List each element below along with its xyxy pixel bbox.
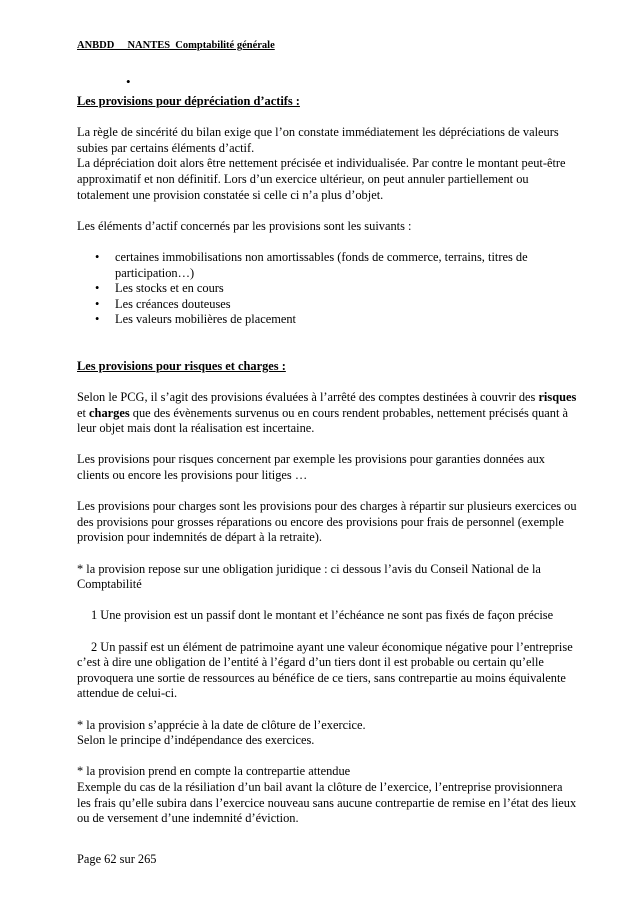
paragraph: La dépréciation doit alors être nettement précisée et individualisée. Par contre le montant peut-être approximatif et non définitif. Lors d’un exercice ultérieur, on peut annuler partiellement ou totalement une provision constatée si celle ci n’a plus d’objet. bbox=[77, 156, 566, 202]
list-item-text: Les valeurs mobilières de placement bbox=[115, 312, 296, 327]
list-item-text: Les stocks et en cours bbox=[115, 281, 224, 296]
bullet-icon: • bbox=[95, 281, 100, 296]
list-item-text: certaines immobilisations non amortissables (fonds de commerce, terrains, titres de participation…) bbox=[115, 249, 528, 280]
text-run: et bbox=[77, 405, 90, 420]
list-item bbox=[77, 250, 577, 281]
paragraph: 2 Un passif est un élément de patrimoine ayant une valeur économique négative pour l’entreprise c’est à dire une obligation de l’entité à l’égard d’un tiers dont il est probable ou certain qu’elle provoquera une sortie de ressources au bénéfice de ce tiers, sans contrepartie au moins équivalente attendue de celui-ci. bbox=[77, 639, 573, 701]
list-item bbox=[77, 281, 577, 297]
paragraph bbox=[77, 390, 577, 437]
section-title-depreciation: Les provisions pour dépréciation d’actifs : bbox=[77, 94, 300, 108]
page-header: ANBDD NANTES Comptabilité générale bbox=[77, 40, 275, 51]
bullet-icon: • bbox=[95, 312, 100, 327]
text-run: que des évènements survenus ou en cours rendent probables, nettement précisés quant à leur objet mais dont la réalisation est incertaine. bbox=[77, 405, 569, 436]
page-body bbox=[77, 94, 577, 827]
assets-list bbox=[77, 250, 577, 328]
bold-word-risques: risques bbox=[538, 390, 577, 405]
paragraph: * la provision repose sur une obligation juridique : ci dessous l’avis du Conseil National de la Comptabilité bbox=[77, 561, 541, 592]
paragraph: * la provision prend en compte la contrepartie attendue bbox=[77, 764, 351, 779]
section-title-risks: Les provisions pour risques et charges : bbox=[77, 358, 286, 373]
paragraph: Les éléments d’actif concernés par les provisions sont les suivants : bbox=[77, 218, 412, 233]
paragraph: 1 Une provision est un passif dont le montant et l’échéance ne sont pas fixés de façon précise bbox=[91, 608, 554, 623]
paragraph: Les provisions pour charges sont les provisions pour des charges à répartir sur plusieurs exercices ou des provisions pour grosses réparations ou encore des provisions pour frais de personnel (exemple provision pour indemnités de départ à la retraite). bbox=[77, 499, 577, 545]
stray-bullet: • bbox=[126, 74, 131, 89]
paragraph: * la provision s’apprécie à la date de clôture de l’exercice. bbox=[77, 717, 366, 732]
list-item-text: Les créances douteuses bbox=[115, 296, 231, 311]
paragraph: Selon le principe d’indépendance des exercices. bbox=[77, 733, 315, 748]
bullet-icon: • bbox=[95, 296, 100, 311]
bullet-icon: • bbox=[95, 249, 100, 264]
bold-word-charges: charges bbox=[89, 405, 130, 420]
paragraph: Exemple du cas de la résiliation d’un bail avant la clôture de l’exercice, l’entreprise provisionnera les frais qu’elle subira dans l’exercice nouveau sans aucune contrepartie de remise en l’état des lieux ou de versement d’une indemnité d’éviction. bbox=[77, 779, 577, 826]
text-run: Selon le PCG, il s’agit des provisions évaluées à l’arrêté des comptes destinées à couvrir des bbox=[77, 390, 539, 405]
list-item bbox=[77, 297, 577, 313]
page-number: Page 62 sur 265 bbox=[77, 852, 157, 866]
list-item bbox=[77, 312, 577, 328]
paragraph: La règle de sincérité du bilan exige que l’on constate immédiatement les dépréciations de valeurs subies par certains éléments d’actif. bbox=[77, 125, 559, 155]
paragraph: Les provisions pour risques concernent par exemple les provisions pour garanties données aux clients ou encore les provisions pour litiges … bbox=[77, 452, 545, 483]
